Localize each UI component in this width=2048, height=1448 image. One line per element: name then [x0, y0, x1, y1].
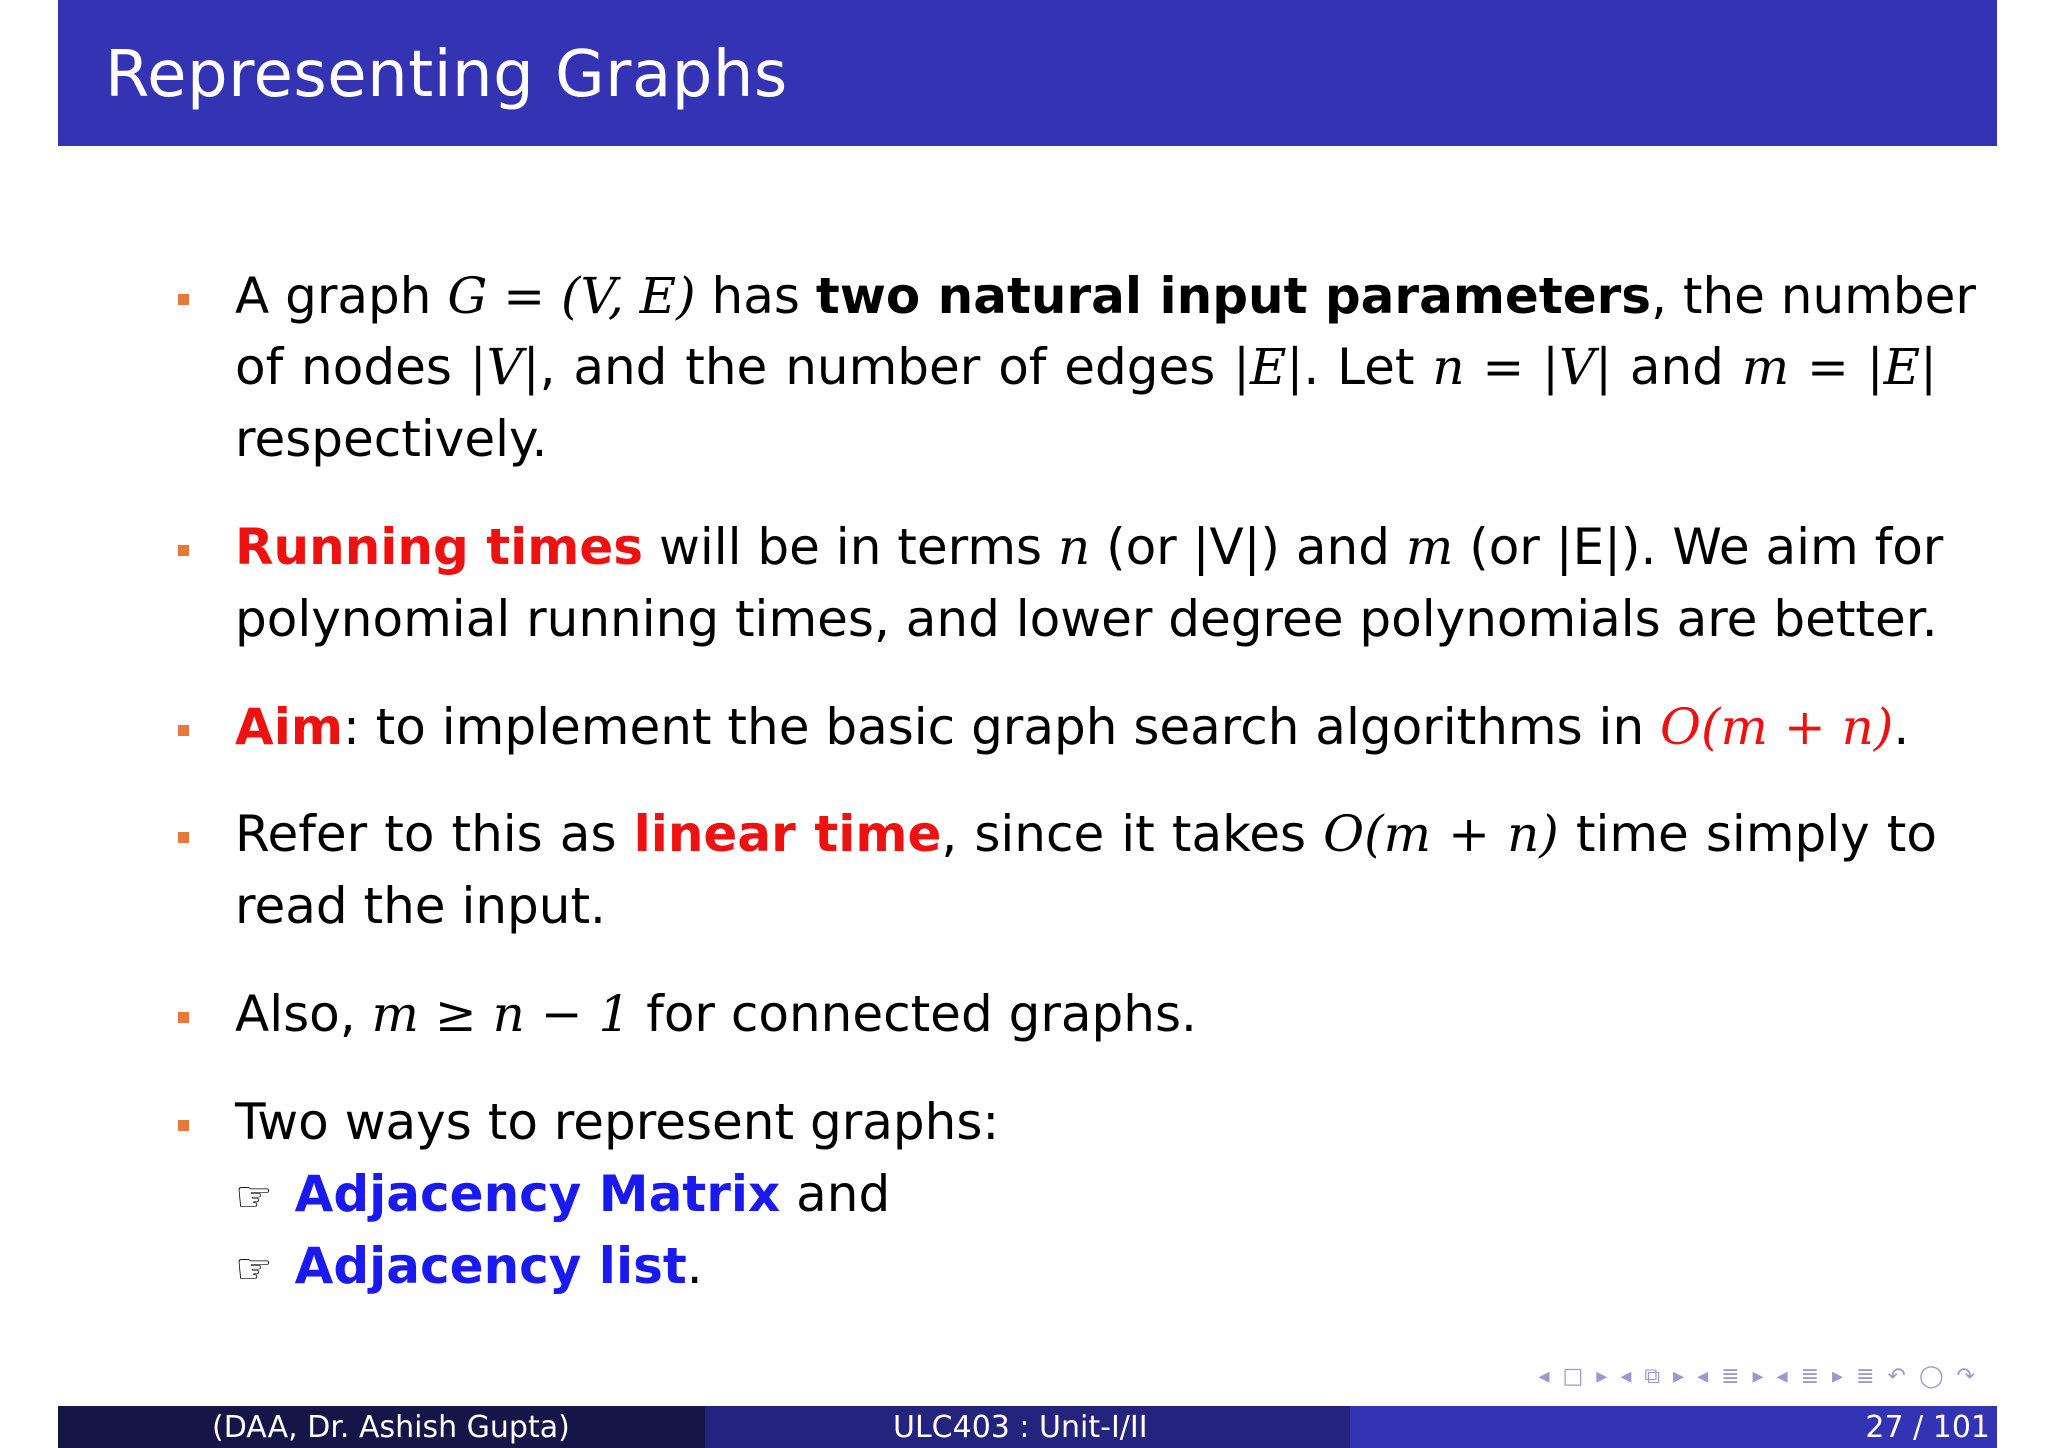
bullet-1-line-2	[235, 337, 1937, 397]
text: of nodes	[235, 338, 470, 396]
bullet-marker	[178, 832, 189, 843]
text: and	[1611, 338, 1742, 396]
bullet-6-item-2	[235, 1236, 703, 1299]
text: A graph	[235, 267, 448, 325]
bullet-marker	[178, 294, 189, 305]
slide-title: Representing Graphs	[105, 38, 788, 112]
red-emphasis: linear time	[633, 805, 942, 863]
text: .	[1893, 698, 1910, 756]
bullet-marker	[178, 545, 189, 556]
bullet-3-line-1	[235, 697, 1909, 757]
text: Also,	[235, 985, 372, 1043]
text: : to implement the basic graph search algorithms in	[342, 698, 1661, 756]
math: n = |V|	[1432, 338, 1612, 396]
footer-page-number: 27 / 101	[1865, 1410, 1990, 1445]
bullet-6-item-1	[235, 1164, 890, 1227]
pointing-hand-icon: ☞	[235, 1244, 273, 1293]
text: has	[695, 267, 816, 325]
math: m ≥ n − 1	[371, 985, 631, 1043]
red-emphasis: Running times	[235, 518, 644, 576]
math: O(m + n)	[1323, 805, 1559, 863]
math: |E|	[1233, 338, 1304, 396]
text: (or |E|). We aim for	[1453, 518, 1944, 576]
text: , and the number of edges	[539, 338, 1234, 396]
bullet-marker	[178, 1012, 189, 1023]
text: . Let	[1303, 338, 1433, 396]
footer-author: (DAA, Dr. Ashish Gupta)	[212, 1410, 570, 1445]
text: .	[686, 1237, 703, 1295]
text: will be in terms	[643, 518, 1058, 576]
text: (or |V|) and	[1090, 518, 1406, 576]
math: n	[1057, 518, 1091, 576]
bullet-1-line-1	[235, 266, 1976, 326]
beamer-navigation-icons[interactable]: ◂ □ ▸ ◂ ⧉ ▸ ◂ ≣ ▸ ◂ ≣ ▸ ≣ ↶ ◯ ↷	[1538, 1364, 1978, 1389]
math: |V|	[469, 338, 540, 396]
blue-emphasis: Adjacency list	[294, 1237, 687, 1295]
text: , since it takes	[941, 805, 1324, 863]
pointing-hand-icon: ☞	[235, 1172, 273, 1221]
bullet-4-line-1	[235, 804, 1937, 864]
bullet-1-line-3: respectively.	[235, 410, 548, 468]
red-emphasis: Aim	[235, 698, 343, 756]
text: , the number	[1651, 267, 1976, 325]
math-red: O(m + n)	[1660, 698, 1894, 756]
bullet-4-line-2: read the input.	[235, 877, 606, 935]
bullet-5-line-1	[235, 984, 1197, 1044]
math-graph: G = (V, E)	[447, 267, 696, 325]
bullet-2-line-2: polynomial running times, and lower degree polynomials are better.	[235, 590, 1938, 648]
footer-course: ULC403 : Unit-I/II	[893, 1410, 1148, 1445]
math: m = |E|	[1741, 338, 1937, 396]
text: Refer to this as	[235, 805, 634, 863]
math: m	[1405, 518, 1454, 576]
bullet-marker	[178, 1120, 189, 1131]
blue-emphasis: Adjacency Matrix	[294, 1165, 781, 1223]
bullet-marker	[178, 725, 189, 736]
bullet-6-line-1: Two ways to represent graphs:	[235, 1093, 1000, 1151]
text: time simply to	[1558, 805, 1937, 863]
text: for connected graphs.	[630, 985, 1197, 1043]
text: and	[780, 1165, 891, 1223]
bullet-2-line-1	[235, 517, 1944, 577]
bold-text: two natural input parameters	[815, 267, 1652, 325]
